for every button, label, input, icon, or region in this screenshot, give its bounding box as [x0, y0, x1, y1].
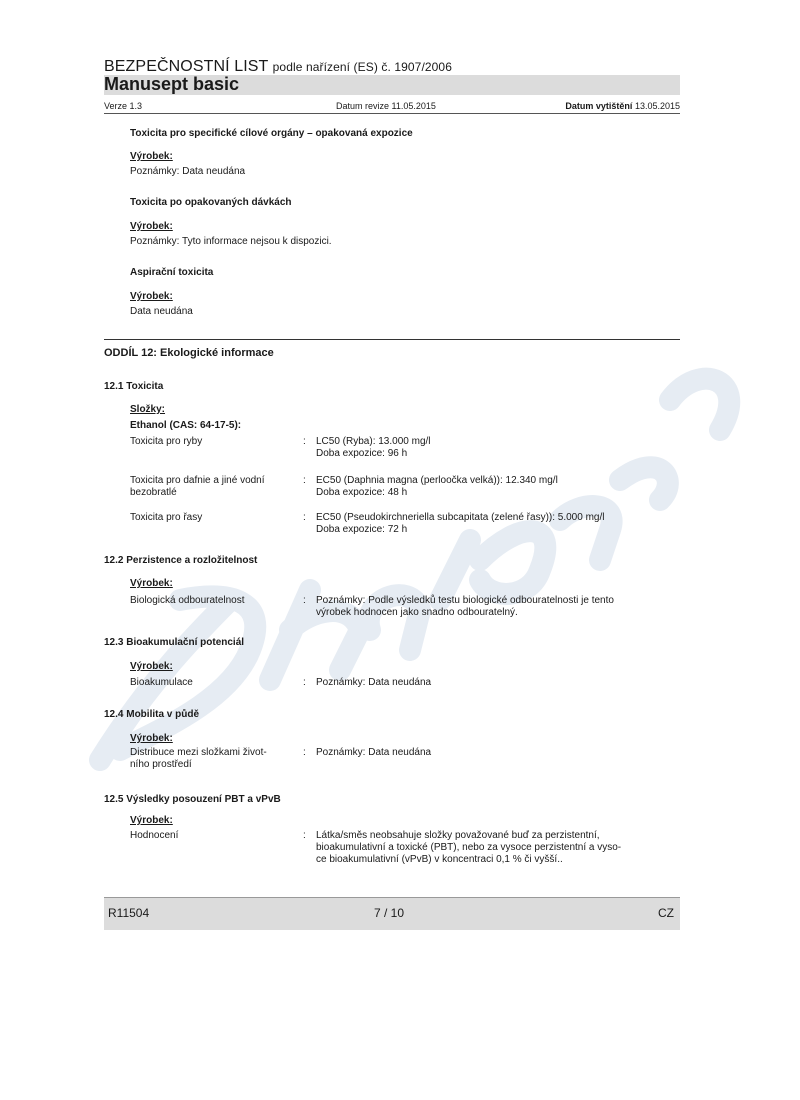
print-date: 13.05.2015 [634, 101, 680, 111]
product-label: Výrobek: [130, 151, 173, 162]
section-rule [104, 339, 680, 340]
product-label: Výrobek: [130, 661, 173, 672]
product-label: Výrobek: [130, 815, 173, 826]
product-name: Manusept basic [104, 74, 240, 94]
substance-name: Ethanol (CAS: 64-17-5): [130, 420, 242, 431]
product-label: Výrobek: [130, 578, 173, 589]
separator: : [303, 595, 306, 606]
title-main: BEZPEČNOSTNÍ LIST [104, 58, 269, 75]
page-footer [104, 897, 680, 930]
watermark-logo [60, 300, 760, 800]
title-regulation: podle nařízení (ES) č. 1907/2006 [272, 60, 452, 74]
fish-exposure-time: Doba expozice: 96 h [316, 448, 408, 459]
mobility-value: Poznámky: Data neudána [316, 747, 432, 758]
daphnia-exposure-time: Doba expozice: 48 h [316, 487, 408, 498]
print-label: Datum vytištění [565, 101, 633, 111]
biodegradability-label: Biologická odbouratelnost [130, 595, 245, 606]
algae-toxicity-label: Toxicita pro řasy [130, 512, 203, 523]
repeated-dose-note: Poznámky: Tyto informace nejsou k dispozici. [130, 236, 332, 247]
bioaccumulation-label: Bioakumulace [130, 677, 193, 688]
separator: : [303, 677, 306, 688]
subsection-12-3-title: 12.3 Bioakumulační potenciál [104, 637, 245, 648]
repeated-dose-title: Toxicita po opakovaných dávkách [130, 197, 292, 208]
fish-toxicity-value: LC50 (Ryba): 13.000 mg/l [316, 436, 431, 447]
separator: : [303, 475, 306, 486]
pbt-value-2: bioakumulativní a toxické (PBT), nebo za vysoce perzistentní a vyso- [316, 842, 622, 853]
section-12-title: ODDÍL 12: Ekologické informace [104, 347, 274, 359]
repeat-exposure-note: Poznámky: Data neudána [130, 166, 246, 177]
separator: : [303, 830, 306, 841]
biodegradability-value: Poznámky: Podle výsledků testu biologické odbouratelnosti je tento [316, 595, 614, 606]
pbt-value: Látka/směs neobsahuje složky považované buď za perzistentní, [316, 830, 600, 841]
document-code: R11504 [108, 906, 150, 920]
revision-date: Datum revize 11.05.2015 [336, 101, 436, 111]
language-code: CZ [658, 906, 674, 920]
fish-toxicity-label: Toxicita pro ryby [130, 436, 203, 447]
pbt-value-3: ce bioakumulativní (vPvB) v koncentraci 0,1 % či vyšší.. [316, 854, 563, 865]
version: Verze 1.3 [104, 101, 143, 111]
repeat-exposure-title: Toxicita pro specifické cílové orgány – opakovaná expozice [130, 128, 413, 139]
daphnia-toxicity-label-2: bezobratlé [130, 487, 177, 498]
separator: : [303, 436, 306, 447]
product-label: Výrobek: [130, 221, 173, 232]
aspiration-title: Aspirační toxicita [130, 267, 214, 278]
mobility-label: Distribuce mezi složkami život- [130, 747, 267, 758]
subsection-12-2-title: 12.2 Perzistence a rozložitelnost [104, 555, 258, 566]
daphnia-toxicity-label: Toxicita pro dafnie a jiné vodní [130, 475, 265, 486]
print-date-line [565, 101, 680, 111]
separator: : [303, 512, 306, 523]
daphnia-toxicity-value: EC50 (Daphnia magna (perloočka velká)): 12.340 mg/l [316, 475, 558, 486]
page-number: 7 / 10 [374, 906, 405, 920]
version-line [104, 100, 680, 114]
components-label: Složky: [130, 404, 166, 415]
algae-exposure-time: Doba expozice: 72 h [316, 524, 408, 535]
product-label: Výrobek: [130, 733, 173, 744]
product-label: Výrobek: [130, 291, 173, 302]
algae-toxicity-value: EC50 (Pseudokirchneriella subcapitata (zelené řasy)): 5.000 mg/l [316, 512, 605, 523]
mobility-label-2: ního prostředí [130, 759, 192, 770]
separator: : [303, 747, 306, 758]
subsection-12-5-title: 12.5 Výsledky posouzení PBT a vPvB [104, 794, 281, 805]
biodegradability-value-2: výrobek hodnocen jako snadno odbouratelný. [316, 607, 518, 618]
bioaccumulation-value: Poznámky: Data neudána [316, 677, 432, 688]
aspiration-note: Data neudána [130, 306, 193, 317]
pbt-label: Hodnocení [130, 830, 179, 841]
subsection-12-4-title: 12.4 Mobilita v půdě [104, 709, 200, 720]
subsection-12-1-title: 12.1 Toxicita [104, 381, 164, 392]
